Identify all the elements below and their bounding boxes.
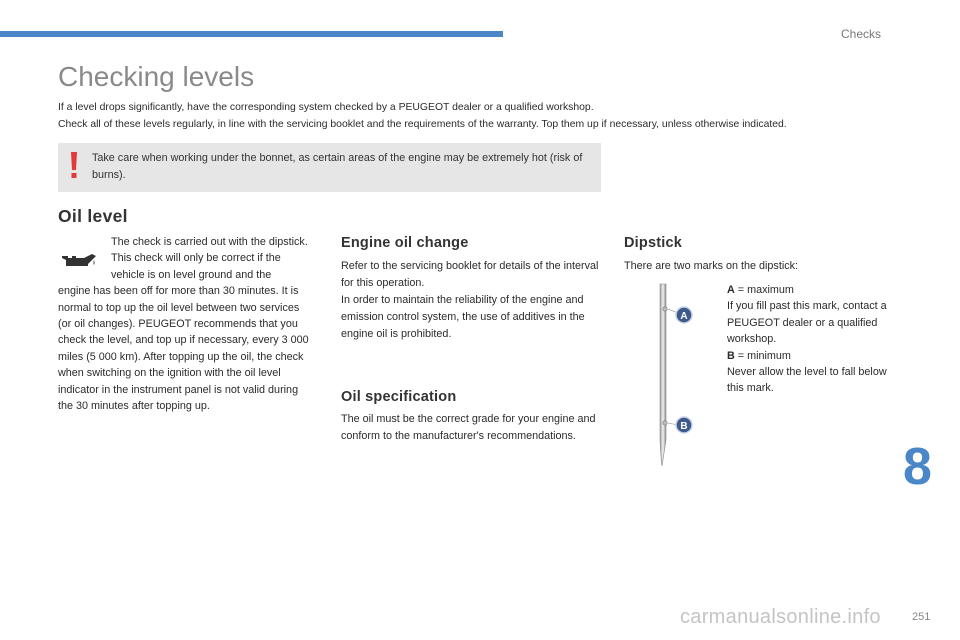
mark-b-label: B (680, 421, 688, 432)
page-number: 251 (912, 611, 931, 623)
chapter-number: 8 (903, 438, 932, 496)
watermark: carmanualsonline.info (680, 606, 881, 628)
mark-b-line (727, 348, 897, 364)
exclamation-icon (68, 151, 80, 179)
mark-b-value: = minimum (734, 349, 791, 362)
oil-level-intro: The check is carried out with the dipstick. (111, 236, 308, 248)
intro-line: If a level drops significantly, have the corresponding system checked by a PEUGEOT dealer or a qualified workshop. (58, 102, 594, 113)
warning-callout (58, 143, 601, 192)
paragraph: Refer to the servicing booklet for details of the interval for this operation. (341, 260, 599, 289)
oil-level-text (58, 234, 314, 414)
mark-a-line (727, 282, 897, 298)
dipstick-intro (624, 258, 904, 275)
engine-oil-change-heading: Engine oil change (341, 235, 469, 251)
mark-a-badge (676, 307, 692, 323)
paragraph: The oil must be the correct grade for your engine and conform to the manufacturer's recommendations. (341, 413, 596, 442)
mark-a-value: = maximum (734, 284, 794, 296)
oil-specification-text (341, 411, 601, 445)
oil-level-heading: Oil level (58, 206, 128, 226)
dipstick-illustration (648, 280, 708, 470)
intro-line: Check all of these levels regularly, in line with the servicing booklet and the requirements of the warranty. Top them up if necessary, unless otherwise indicated. (58, 119, 787, 130)
mark-a-note: If you fill past this mark, contact a PEUGEOT dealer or a qualified workshop. (727, 300, 887, 346)
mark-a-key: A (727, 284, 735, 296)
oil-level-condition: This check will only be correct if the vehicle is on level ground and the (111, 252, 281, 281)
dipstick-heading: Dipstick (624, 235, 683, 251)
section-name: Checks (841, 27, 882, 41)
paragraph: In order to maintain the reliability of the engine and emission control system, the use of additives in the engine oil is prohibited. (341, 294, 585, 340)
oil-specification-heading: Oil specification (341, 389, 457, 405)
dipstick-marks (727, 282, 897, 397)
engine-oil-change-text (341, 258, 601, 343)
oil-level-body: engine has been off for more than 30 minutes. It is normal to top up the oil level between two services (or oil changes). PEUGEOT recommends that you check the level, and top up if necessary, every 3 000 miles (5 000 km). After topping up the oil, the check when switching on the ignition with the oil level indicator in the instrument panel is not valid during the 30 minutes after topping up. (58, 285, 309, 413)
header-accent-bar (0, 31, 503, 37)
mark-b-badge (676, 417, 692, 433)
page-title: Checking levels (58, 61, 255, 92)
mark-a-label: A (680, 311, 688, 322)
mark-b-key: B (727, 349, 735, 362)
paragraph: There are two marks on the dipstick: (624, 260, 799, 272)
mark-b-note: Never allow the level to fall below this mark. (727, 366, 887, 395)
intro-text (58, 99, 918, 133)
warning-text: Take care when working under the bonnet, as certain areas of the engine may be extremely hot (risk of burns). (92, 152, 583, 181)
